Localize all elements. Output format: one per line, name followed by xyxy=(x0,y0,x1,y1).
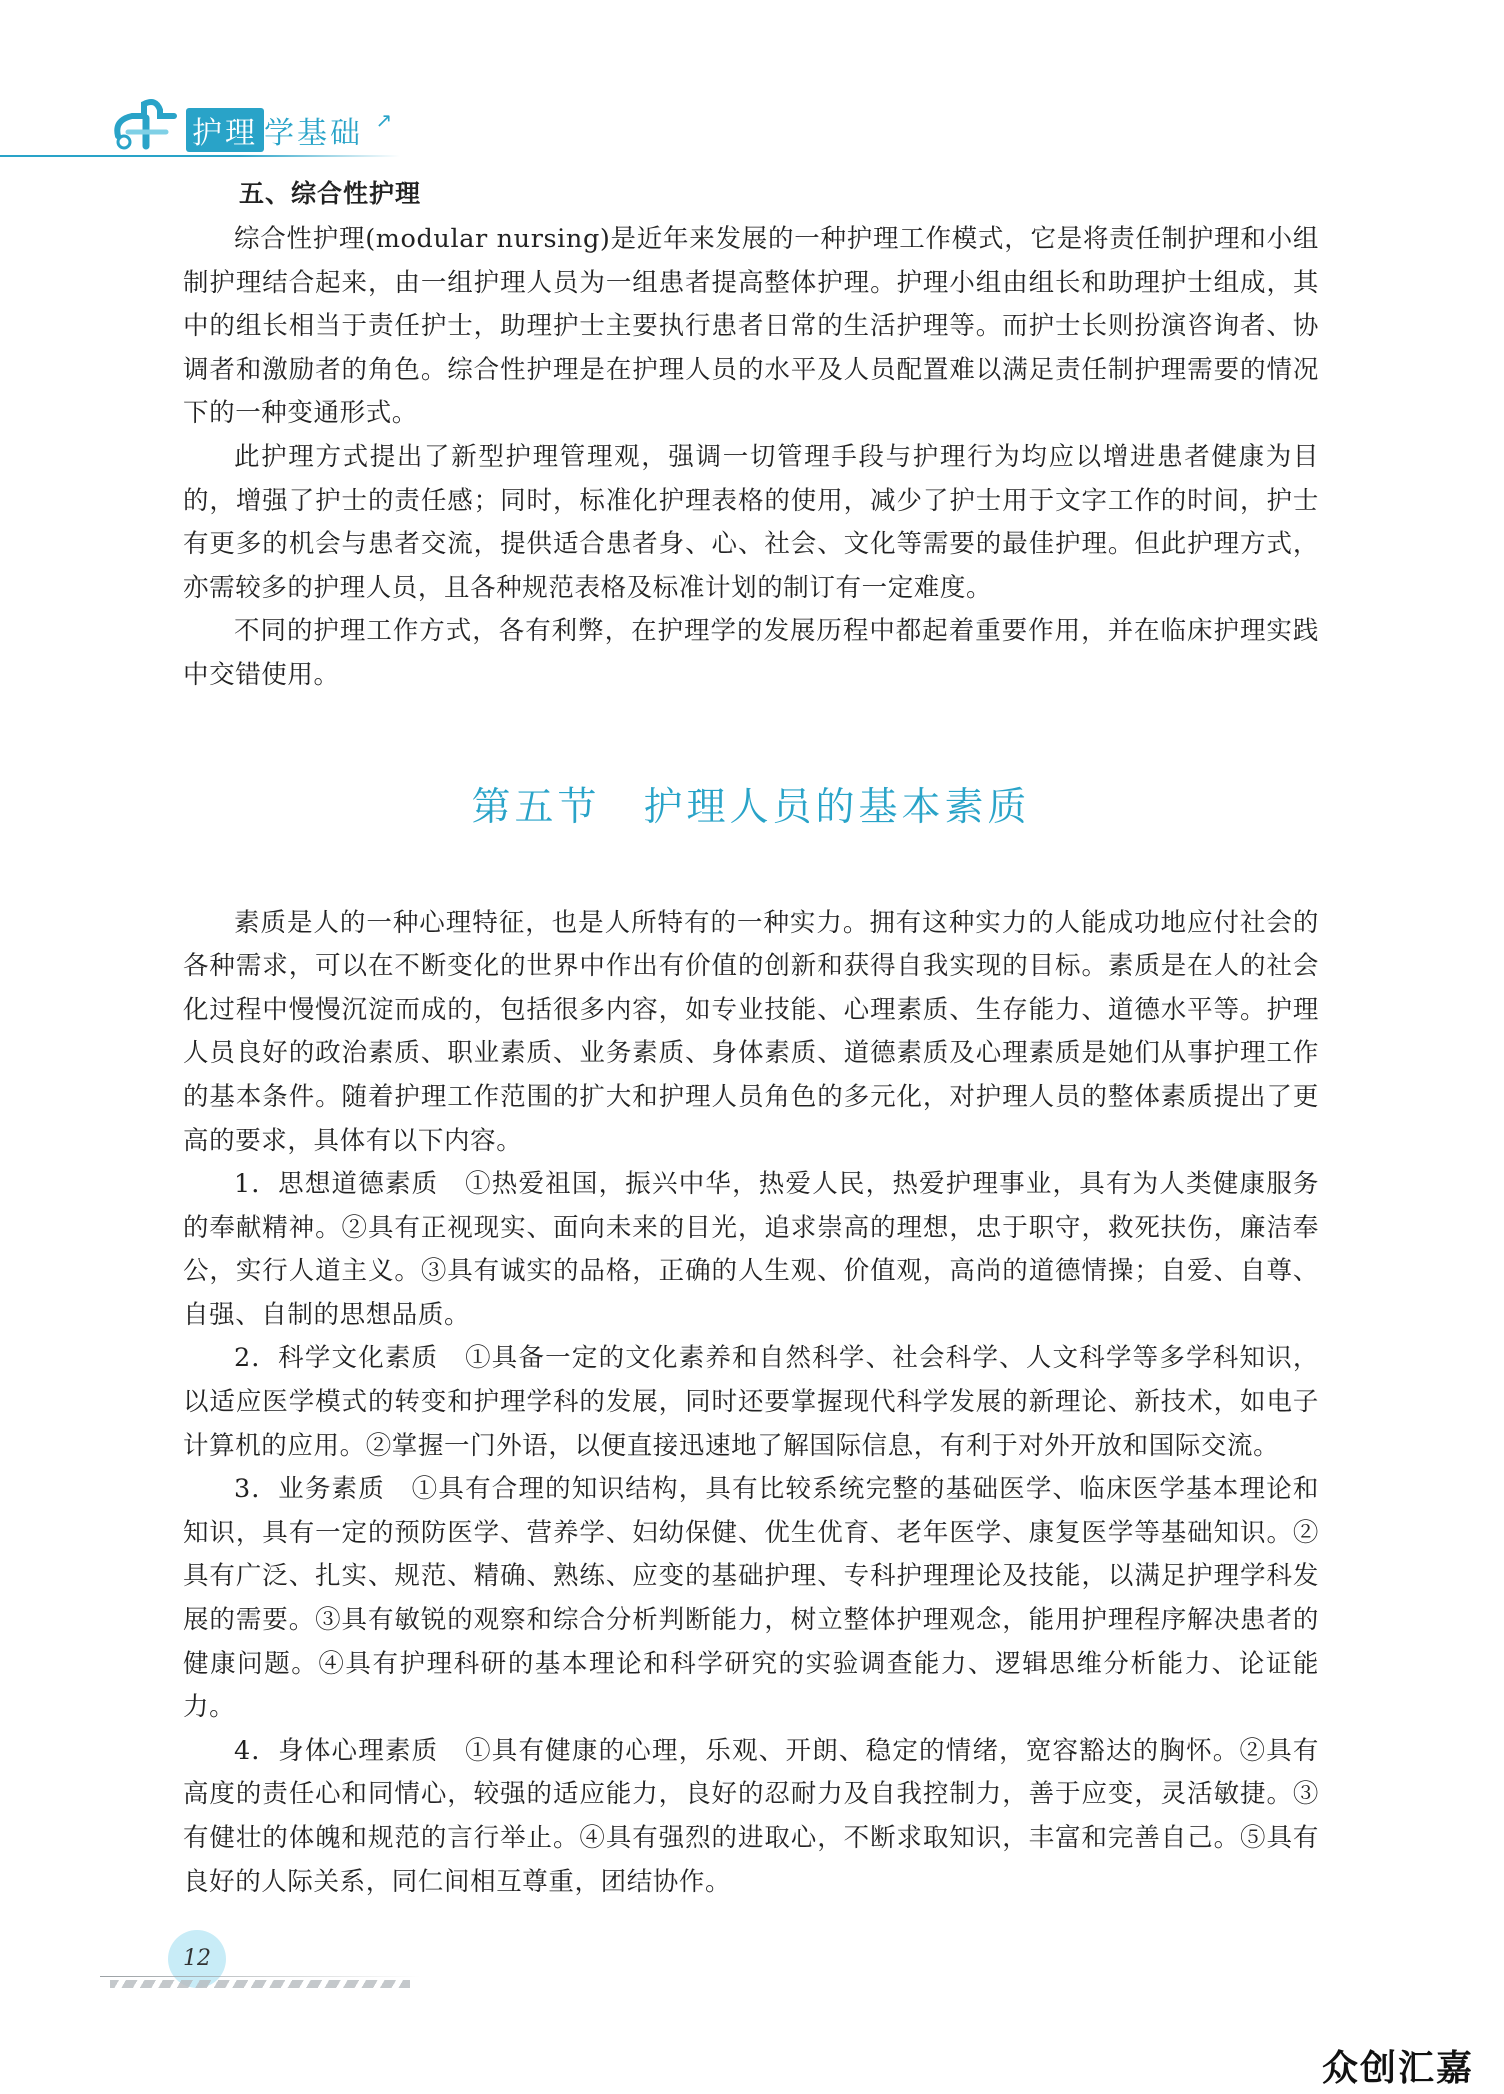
list-item: 1．思想道德素质 ①热爱祖国，振兴中华，热爱人民，热爱护理事业，具有为人类健康服务的奉献精神。②具有正视现实、面向未来的目光，追求崇高的理想，忠于职守，救死扶伤，廉洁奉公，实行人道主义。③具有诚实的品格，正确的人生观、价值观，高尚的道德情操；自爱、自尊、自强、自制的思想品质。 xyxy=(183,1169,1319,1330)
list-item: 2．科学文化素质 ①具备一定的文化素养和自然科学、社会科学、人文科学等多学科知识，以适应医学模式的转变和护理学科的发展，同时还要掌握现代科学发展的新理论、新技术，如电子计算机的应用。②掌握一门外语，以便直接迅速地了解国际信息，有利于对外开放和国际交流。 xyxy=(183,1343,1319,1461)
book-title xyxy=(186,108,395,152)
book-title-highlight: 护理 xyxy=(186,108,264,152)
watermark: 众创汇嘉 xyxy=(1322,2048,1475,2089)
paragraph: 此护理方式提出了新型护理管理观，强调一切管理手段与护理行为均应以增进患者健康为目的，增强了护士的责任感；同时，标准化护理表格的使用，减少了护士用于文字工作的时间，护士有更多的机会与患者交流，提供适合患者身、心、社会、文化等需要的最佳护理。但此护理方式，亦需较多的护理人员，且各种规范表格及标准计划的制订有一定难度。 xyxy=(183,441,1319,603)
section-title: 第五节 护理人员的基本素质 xyxy=(471,784,1031,830)
section-intro: 素质是人的一种心理特征，也是人所特有的一种实力。拥有这种实力的人能成功地应付社会的各种需求，可以在不断变化的世界中作出有价值的创新和获得自我实现的目标。素质是在人的社会化过程中慢慢沉淀而成的，包括很多内容，如专业技能、心理素质、生存能力、道德水平等。护理人员良好的政治素质、职业素质、业务素质、身体素质、道德素质及心理素质是她们从事护理工作的基本条件。随着护理工作范围的扩大和护理人员角色的多元化，对护理人员的整体素质提出了更高的要求，具体有以下内容。 xyxy=(183,907,1319,1156)
subsection-heading: 五、综合性护理 xyxy=(239,179,422,208)
header-rule xyxy=(0,155,400,157)
footer-line xyxy=(100,1976,420,1977)
page-body xyxy=(183,172,1319,1904)
nursing-cross-logo-icon xyxy=(110,96,190,158)
list-item: 4．身体心理素质 ①具有健康的心理，乐观、开朗、稳定的情绪，宽容豁达的胸怀。②具有高度的责任心和同情心，较强的适应能力，良好的忍耐力及自我控制力，善于应变，灵活敏捷。③有健壮的体魄和规范的言行举止。④具有强烈的进取心，不断求取知识，丰富和完善自己。⑤具有良好的人际关系，同仁间相互尊重，团结协作。 xyxy=(183,1735,1319,1897)
running-header xyxy=(110,96,410,158)
paragraph: 综合性护理(modular nursing)是近年来发展的一种护理工作模式，它是将责任制护理和小组制护理结合起来，由一组护理人员为一组患者提高整体护理。护理小组由组长和助理护士组成，其中的组长相当于责任护士，助理护士主要执行患者日常的生活护理等。而护士长则扮演咨询者、协调者和激励者的角色。综合性护理是在护理人员的水平及人员配置难以满足责任制护理需要的情况下的一种变通形式。 xyxy=(183,224,1319,429)
page-number: 12 xyxy=(168,1930,226,1988)
book-title-rest: 学基础 xyxy=(264,116,363,151)
paragraph: 不同的护理工作方式，各有利弊，在护理学的发展历程中都起着重要作用，并在临床护理实践中交错使用。 xyxy=(183,616,1319,690)
arrow-icon: ↗ xyxy=(375,108,396,132)
footer-decoration xyxy=(110,1980,410,1988)
list-item: 3．业务素质 ①具有合理的知识结构，具有比较系统完整的基础医学、临床医学基本理论和知识，具有一定的预防医学、营养学、妇幼保健、优生优育、老年医学、康复医学等基础知识。②具有广泛、扎实、规范、精确、熟练、应变的基础护理、专科护理理论及技能，以满足护理学科发展的需要。③具有敏锐的观察和综合分析判断能力，树立整体护理观念，能用护理程序解决患者的健康问题。④具有护理科研的基本理论和科学研究的实验调查能力、逻辑思维分析能力、论证能力。 xyxy=(183,1474,1319,1723)
